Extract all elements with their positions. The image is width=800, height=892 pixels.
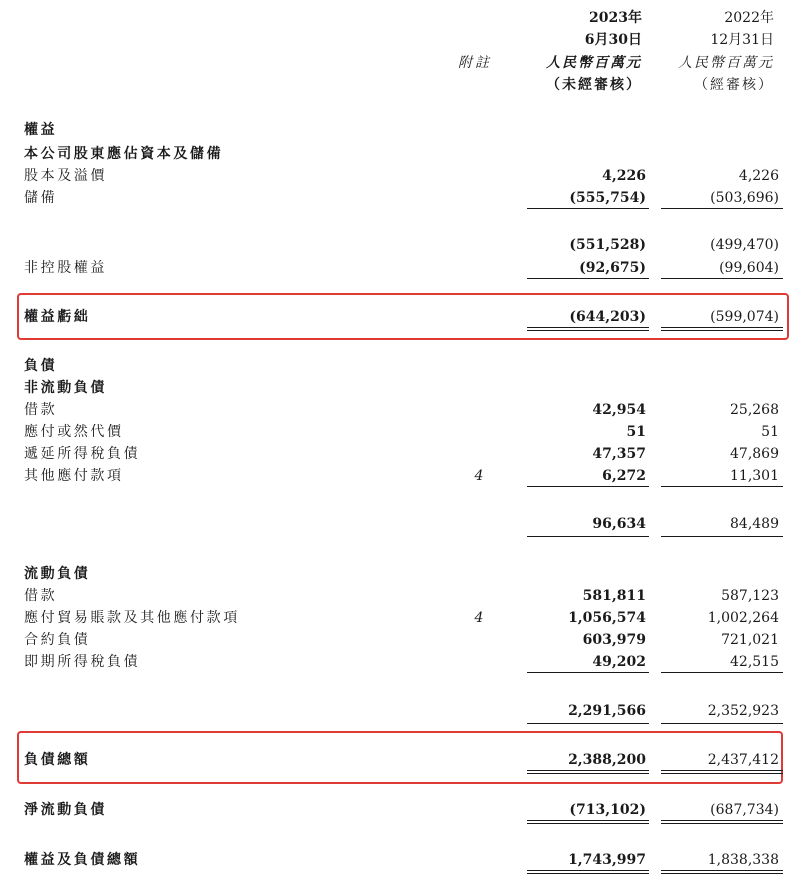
- col2-unit: 人民幣百萬元: [678, 55, 774, 71]
- col1-date: 6月30日: [584, 32, 642, 48]
- cur-row-2022: 721,021: [721, 632, 779, 648]
- net-current-double-line-2023: [527, 820, 649, 824]
- equity-deficit-2023: (644,203): [569, 309, 646, 325]
- cur-underline-2022: [661, 672, 783, 673]
- cur-row-2023: 581,811: [582, 588, 646, 604]
- equity-deficit-2022: (599,074): [710, 309, 779, 325]
- current-title: 流動負債: [24, 566, 91, 582]
- reserves-label: 儲備: [24, 190, 58, 206]
- nc-underline-2022: [661, 486, 783, 487]
- nc-underline-2023: [527, 486, 649, 487]
- equity-subtotal-2023: (551,528): [569, 237, 646, 253]
- share-capital-label: 股本及溢價: [24, 168, 107, 184]
- nc-row-2023: 51: [626, 424, 646, 440]
- col1-year: 2023年: [589, 10, 642, 26]
- current-total-2023: 2,291,566: [568, 703, 646, 719]
- cur-row-2022: 587,123: [721, 588, 779, 604]
- current-total-2022: 2,352,923: [707, 703, 779, 719]
- cur-row-label: 借款: [24, 588, 58, 604]
- equity-deficit-double-line-2022: [661, 327, 783, 331]
- cur-row-label: 應付貿易賬款及其他應付款項: [24, 610, 240, 626]
- cur-row-2023: 49,202: [592, 654, 646, 670]
- cur-row-2022: 1,002,264: [707, 610, 779, 626]
- nc-row-2023: 47,357: [592, 446, 646, 462]
- equity-deficit-label: 權益虧絀: [24, 309, 91, 325]
- nc-row-note: 4: [474, 468, 484, 484]
- cur-row-2022: 42,515: [730, 654, 779, 670]
- total-liabilities-2022: 2,437,412: [707, 752, 779, 768]
- nc-row-label: 其他應付款項: [24, 468, 124, 484]
- total-liabilities-double-line-2022: [661, 770, 783, 774]
- noncurrent-total-2023: 96,634: [592, 516, 646, 532]
- note-header: 附註: [458, 55, 492, 71]
- liabilities-title: 負債: [24, 358, 58, 374]
- equity-and-liabilities-2022: 1,838,338: [707, 852, 779, 868]
- nc-row-2023: 42,954: [592, 402, 646, 418]
- nci-label: 非控股權益: [24, 260, 107, 276]
- reserves-2022: (503,696): [710, 190, 779, 206]
- equity-subtotal-2022: (499,470): [710, 237, 779, 253]
- total-liabilities-double-line-2023: [527, 770, 649, 774]
- col2-date: 12月31日: [710, 32, 774, 48]
- total-liabilities-label: 負債總額: [24, 752, 91, 768]
- nc-row-label: 借款: [24, 402, 58, 418]
- equity-deficit-double-line-2023: [527, 327, 649, 331]
- noncurrent-title: 非流動負債: [24, 380, 107, 396]
- equity-and-liabilities-2023: 1,743,997: [568, 852, 646, 868]
- equity-and-liabilities-double-line-2022: [661, 870, 783, 874]
- reserves-underline-2022: [661, 208, 783, 209]
- nci-2022: (99,604): [719, 260, 779, 276]
- nc-row-label: 應付或然代價: [24, 424, 124, 440]
- nc-row-2022: 25,268: [730, 402, 779, 418]
- nc-total-underline-2023: [527, 536, 649, 537]
- col1-audit: （未經審核）: [546, 77, 642, 93]
- equity-and-liabilities-label: 權益及負債總額: [24, 852, 141, 868]
- cur-total-underline-2023: [527, 723, 649, 724]
- nci-underline-2023: [527, 278, 649, 279]
- net-current-2023: (713,102): [569, 802, 646, 818]
- nci-underline-2022: [661, 278, 783, 279]
- cur-underline-2023: [527, 672, 649, 673]
- cur-total-underline-2022: [661, 723, 783, 724]
- nc-row-2022: 47,869: [730, 446, 779, 462]
- total-liabilities-2023: 2,388,200: [568, 752, 646, 768]
- nc-row-2022: 11,301: [730, 468, 779, 484]
- share-capital-2022: 4,226: [738, 168, 779, 184]
- cur-row-2023: 1,056,574: [568, 610, 646, 626]
- nci-2023: (92,675): [579, 260, 646, 276]
- equity-subtitle: 本公司股東應佔資本及儲備: [24, 146, 224, 162]
- cur-row-note: 4: [474, 610, 484, 626]
- equity-title: 權益: [24, 122, 58, 138]
- nc-row-2022: 51: [761, 424, 779, 440]
- net-current-double-line-2022: [661, 820, 783, 824]
- col1-unit: 人民幣百萬元: [546, 55, 642, 71]
- cur-row-label: 合約負債: [24, 632, 91, 648]
- net-current-label: 淨流動負債: [24, 802, 107, 818]
- reserves-underline-2023: [527, 208, 649, 209]
- share-capital-2023: 4,226: [602, 168, 646, 184]
- cur-row-label: 即期所得稅負債: [24, 654, 141, 670]
- noncurrent-total-2022: 84,489: [730, 516, 779, 532]
- nc-row-label: 遞延所得稅負債: [24, 446, 141, 462]
- col2-audit: （經審核）: [694, 77, 774, 93]
- col2-year: 2022年: [724, 10, 774, 26]
- nc-total-underline-2022: [661, 536, 783, 537]
- net-current-2022: (687,734): [710, 802, 779, 818]
- nc-row-2023: 6,272: [602, 468, 646, 484]
- equity-and-liabilities-double-line-2023: [527, 870, 649, 874]
- reserves-2023: (555,754): [569, 190, 646, 206]
- cur-row-2023: 603,979: [582, 632, 646, 648]
